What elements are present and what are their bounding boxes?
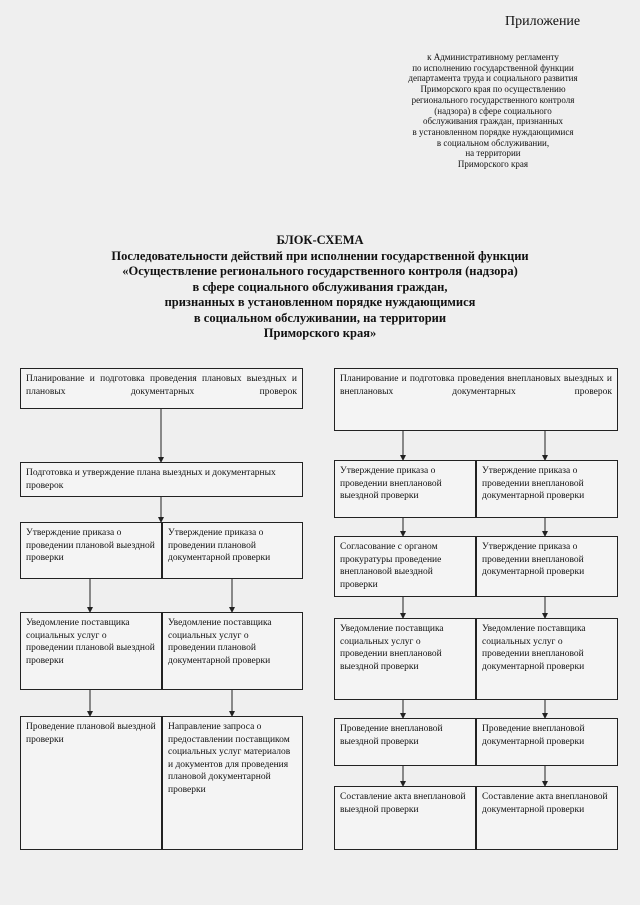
approval-line: на территории xyxy=(465,148,521,159)
heading-line: БЛОК-СХЕМА xyxy=(276,233,364,247)
approval-line: к Административному регламенту xyxy=(427,52,559,62)
unplanned-documentary-order-box: Утверждение приказа о проведении внеплановой документарной проверки xyxy=(476,460,618,518)
appendix-title: Приложение xyxy=(505,14,581,29)
heading-line: «Осуществление регионального государственного контроля (надзора) xyxy=(122,264,518,278)
planned-documentary-notification-box: Уведомление поставщика социальных услуг о проведении плановой документарной проверки xyxy=(162,612,303,690)
planned-documentary-order-box: Утверждение приказа о проведении плановой документарной проверки xyxy=(162,522,303,579)
unplanned-documentary-notification-box: Уведомление поставщика социальных услуг о проведении внеплановой документарной проверки xyxy=(476,618,618,700)
planned-onsite-order-box: Утверждение приказа о проведении плановой выездной проверки xyxy=(20,522,162,579)
unplanned-onsite-conduct-box: Проведение внеплановой выездной проверки xyxy=(334,718,476,766)
planned-onsite-conduct-box: Проведение плановой выездной проверки xyxy=(20,716,162,850)
approval-line: регионального государственного контроля xyxy=(411,94,575,105)
approval-line: департамента труда и социального развития xyxy=(408,73,578,84)
heading-line: в сфере социального обслуживания граждан, xyxy=(192,279,448,294)
approval-line: в установленном порядке нуждающимися xyxy=(412,126,574,137)
heading-line: Приморского края» xyxy=(263,326,377,340)
unplanned-documentary-act-box: Составление акта внеплановой документарной проверки xyxy=(476,786,618,850)
heading-line: Последовательности действий при исполнении государственной функции xyxy=(111,248,529,263)
approval-line: в социальном обслуживании, xyxy=(436,137,550,148)
unplanned-checks-planning-box: Планирование и подготовка проведения внеплановых выездных и внеплановых документарных проверок xyxy=(334,368,618,431)
approval-line: (надзора) в сфере социального xyxy=(434,105,552,116)
heading-line: признанных в установленном порядке нуждающимися xyxy=(164,295,476,309)
unplanned-onsite-notification-box: Уведомление поставщика социальных услуг о проведении внеплановой выездной проверки xyxy=(334,618,476,700)
unplanned-onsite-act-box: Составление акта внеплановой выездной проверки xyxy=(334,786,476,850)
heading-line: в социальном обслуживании, на территории xyxy=(193,310,447,325)
unplanned-documentary-order-box-2: Утверждение приказа о проведении внеплановой документарной проверки xyxy=(476,536,618,597)
unplanned-onsite-order-box: Утверждение приказа о проведении внеплановой выездной проверки xyxy=(334,460,476,518)
approval-line: Приморского края по осуществлению xyxy=(420,84,566,95)
planned-onsite-notification-box: Уведомление поставщика социальных услуг о проведении плановой выездной проверки xyxy=(20,612,162,690)
approval-line: по исполнению государственной функции xyxy=(412,62,574,73)
materials-request-box: Направление запроса о предоставлении поставщиком социальных услуг материалов и документов для проведения плановой документарной проверки xyxy=(162,716,303,850)
unplanned-documentary-conduct-box: Проведение внеплановой документарной проверки xyxy=(476,718,618,766)
planned-checks-planning-box: Планирование и подготовка проведения плановых выездных и плановых документарных проверок xyxy=(20,368,303,409)
approval-line: Приморского края xyxy=(457,159,529,170)
prosecutor-agreement-box: Согласование с органом прокуратуры проведение внеплановой выездной проверки xyxy=(334,536,476,597)
approval-line: обслуживания граждан, признанных xyxy=(422,116,564,127)
plan-approval-box: Подготовка и утверждение плана выездных и документарных проверок xyxy=(20,462,303,497)
